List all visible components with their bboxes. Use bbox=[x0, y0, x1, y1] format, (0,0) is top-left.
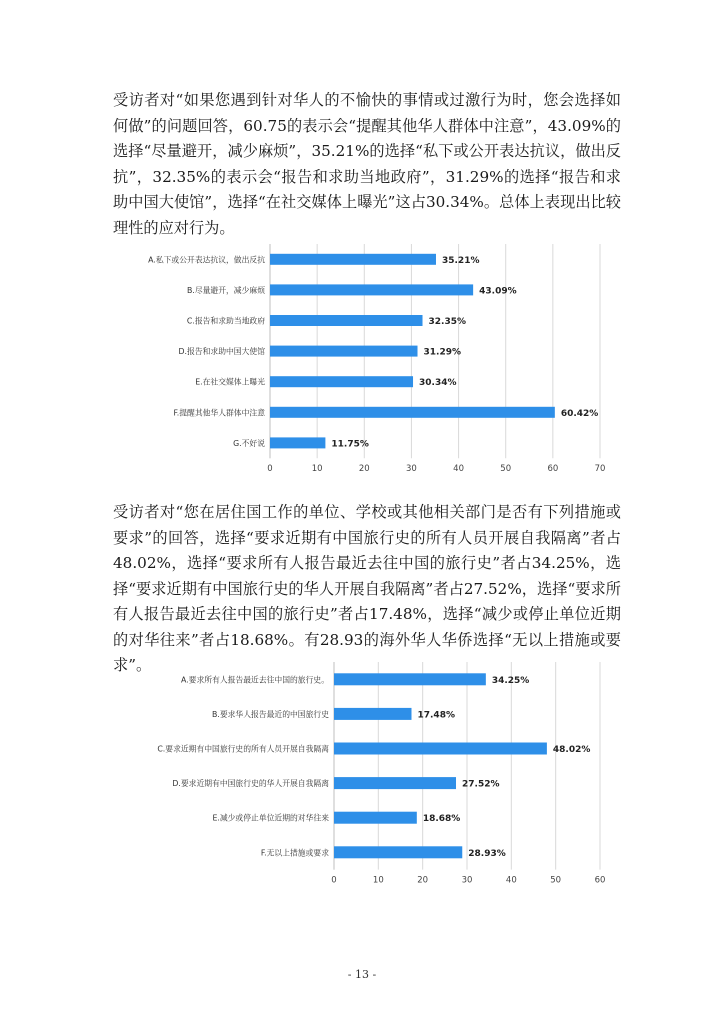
category-label: C.报告和求助当地政府 bbox=[186, 316, 265, 326]
page-number: - 13 - bbox=[347, 968, 377, 981]
category-label: C.要求近期有中国旅行史的所有人员开展自我隔离 bbox=[157, 744, 329, 754]
bar bbox=[334, 708, 411, 720]
bar bbox=[270, 254, 436, 265]
x-tick-label: 60 bbox=[594, 875, 606, 886]
value-label: 11.75% bbox=[331, 439, 369, 450]
value-label: 34.25% bbox=[491, 675, 530, 686]
category-label: D.要求近期有中国旅行史的华人开展自我隔离 bbox=[172, 779, 329, 789]
category-label: E.减少或停止单位近期的对华往来 bbox=[212, 813, 329, 823]
category-label: E.在社交媒体上曝光 bbox=[195, 377, 265, 387]
bar bbox=[270, 346, 418, 357]
x-tick-label: 70 bbox=[594, 464, 606, 475]
value-label: 35.21% bbox=[441, 255, 480, 266]
x-tick-label: 20 bbox=[417, 875, 429, 886]
value-label: 43.09% bbox=[479, 286, 517, 297]
category-label: B.要求华人报告最近的中国旅行史 bbox=[212, 709, 329, 719]
x-tick-label: 60 bbox=[547, 464, 559, 475]
paragraph-2: 受访者对“您在居住国工作的单位、学校或其他相关部门是否有下列措施或要求”的回答，选择“要求近期有中国旅行史的所有人员开展自我隔离”者占48.02%，选择“要求所有人报告最近去往中国的旅行史”者占34.25%，选择“要求近期有中国旅行史的华人开展自我隔离”者占27.52%，选择“要求所有人报告最近去往中国的旅行史”者占17.48%，选择“减少或停止单位近期的对华往来”者占18.68%。有28.93的海外华人华侨选择“无以上措施或要求”。 bbox=[113, 503, 621, 674]
x-tick-label: 50 bbox=[550, 875, 562, 886]
x-tick-label: 10 bbox=[311, 464, 323, 475]
category-label: A.私下或公开表达抗议，做出反抗 bbox=[148, 255, 265, 265]
category-label: F.无以上措施或要求 bbox=[260, 848, 329, 858]
chart-response-behaviors bbox=[108, 240, 628, 476]
paragraph-1: 受访者对“如果您遇到针对华人的不愉快的事情或过激行为时，您会选择如何做”的问题回答，60.75的表示会“提醒其他华人群体中注意”，43.09%的选择“尽量避开，减少麻烦”，35.21%的选择“私下或公开表达抗议，做出反抗”，32.35%的表示会“报告和求助当地政府”，31.29%的选择“报告和求助中国大使馆”，选择“在社交媒体上曝光”这占30.34%。总体上表现出比较理性的应对行为。 bbox=[113, 91, 621, 237]
x-tick-label: 10 bbox=[372, 875, 384, 886]
value-label: 48.02% bbox=[552, 745, 591, 755]
bar bbox=[270, 437, 325, 448]
x-tick-label: 40 bbox=[453, 464, 464, 475]
x-tick-label: 40 bbox=[505, 875, 517, 886]
value-label: 27.52% bbox=[462, 779, 500, 790]
value-label: 60.42% bbox=[560, 408, 599, 419]
category-label: B.尽量避开，减少麻烦 bbox=[187, 285, 265, 295]
value-label: 28.93% bbox=[468, 848, 506, 859]
bar bbox=[334, 743, 547, 755]
category-label: F.提醒其他华人群体中注意 bbox=[173, 408, 265, 418]
chart-2-svg bbox=[108, 656, 628, 902]
bar bbox=[334, 777, 456, 789]
value-label: 32.35% bbox=[428, 317, 467, 327]
x-tick-label: 0 bbox=[331, 875, 337, 886]
chart-workplace-measures bbox=[108, 656, 628, 902]
x-tick-label: 30 bbox=[461, 875, 473, 886]
x-tick-label: 20 bbox=[358, 464, 370, 475]
x-tick-label: 50 bbox=[500, 464, 512, 475]
bar bbox=[270, 407, 555, 418]
x-tick-label: 30 bbox=[406, 464, 417, 475]
value-label: 18.68% bbox=[422, 814, 461, 825]
value-label: 30.34% bbox=[419, 378, 457, 389]
category-label: D.报告和求助中国大使馆 bbox=[178, 347, 265, 357]
chart-1-svg bbox=[108, 240, 628, 476]
bar bbox=[334, 673, 486, 685]
value-label: 17.48% bbox=[417, 710, 455, 721]
bar bbox=[270, 315, 423, 326]
category-label: G.不好说 bbox=[233, 438, 265, 448]
bar bbox=[334, 846, 462, 858]
category-label: A.要求所有人报告最近去往中国的旅行史。 bbox=[180, 675, 329, 685]
bar bbox=[270, 284, 473, 295]
x-tick-label: 0 bbox=[267, 464, 273, 475]
bar bbox=[270, 376, 413, 387]
value-label: 31.29% bbox=[423, 347, 462, 358]
bar bbox=[334, 812, 417, 824]
